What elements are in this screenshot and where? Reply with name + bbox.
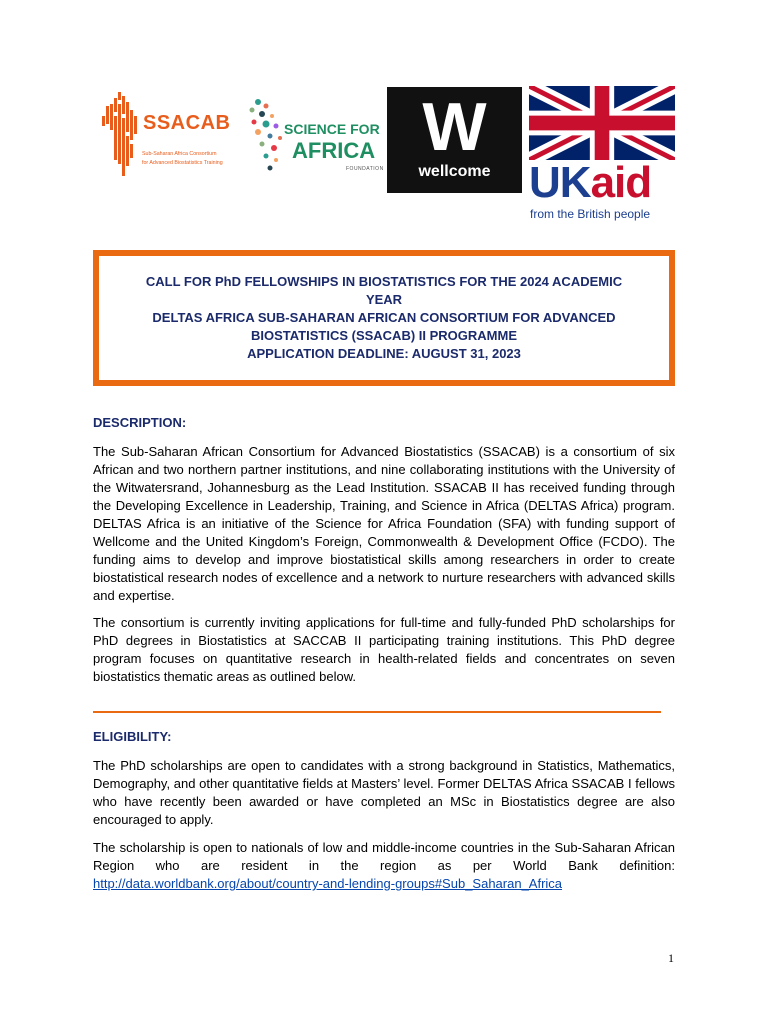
wellcome-logo-text: wellcome — [418, 163, 491, 180]
ukaid-tagline: from the British people — [530, 207, 651, 221]
call-banner — [93, 250, 675, 386]
ukaid-logo — [528, 86, 678, 222]
africa-map-icon — [100, 90, 144, 186]
description-paragraph-1: The Sub-Saharan African Consortium for Advanced Biostatistics (SSACAB) is a consortium of six African and two northern partner institutions, and nine collaborating institutions with the University of the Witwatersrand, Johannesburg as the Lead Institution. SSACAB II has received funding through the Developing Excellence in Leadership, Training, and Science in Africa (DELTAS Africa) program. DELTAS Africa is an initiative of the Science for Africa Foundation (SFA) with funding support of Wellcome and the United Kingdom’s Foreign, Commonwealth & Development Office (FCDO). The funding aims to develop and improve biostatistical skills among researchers in order to create biostatistical research nodes of excellence and a network to nurture researchers with advanced skills and expertise. — [93, 444, 675, 603]
banner-line: YEAR — [365, 292, 403, 307]
sfa-logo-line1: SCIENCE FOR — [284, 121, 380, 137]
banner-deadline: APPLICATION DEADLINE: AUGUST 31, 2023 — [247, 346, 521, 361]
wellcome-logo-mark: W — [422, 89, 487, 165]
ukaid-logo-text: UKaid — [529, 158, 652, 207]
description-paragraph-2: The consortium is currently inviting applications for full-time and fully-funded PhD scholarships for PhD degrees in Biostatistics at SACCAB II participating training institutions. This PhD degree program focuses on quantitative research in health-related fields and concentrates on seven biostatistics thematic areas as outlined below. — [93, 615, 675, 684]
ssacab-logo-subtitle: Sub-Saharan Africa Consortium for Advanced Biostatistics Training — [142, 151, 223, 166]
sfa-logo-line2: AFRICA — [292, 138, 376, 163]
description-heading: DESCRIPTION: — [93, 415, 187, 430]
page-number: 1 — [668, 951, 674, 965]
wellcome-logo — [387, 87, 522, 193]
union-jack-flag-icon — [529, 86, 675, 160]
eligibility-paragraph-2 — [93, 839, 675, 893]
ssacab-logo-text: SSACAB — [143, 112, 231, 134]
ssacab-logo — [98, 88, 233, 188]
world-bank-link[interactable]: http://data.worldbank.org/about/country-and-lending-groups#Sub_Saharan_Africa — [93, 876, 563, 891]
logo-row — [0, 86, 768, 226]
sfa-logo-line3: FOUNDATION — [346, 166, 384, 172]
banner-line: BIOSTATISTICS (SSACAB) II PROGRAMME — [250, 328, 518, 343]
eligibility-heading: ELIGIBILITY: — [93, 729, 172, 744]
science-for-africa-logo — [246, 96, 384, 186]
eligibility-paragraph-2-text: The scholarship is open to nationals of low and middle-income countries in the Sub-Saharan African Region who are resident in the region as per World Bank definition: — [93, 840, 675, 873]
banner-line: DELTAS AFRICA SUB-SAHARAN AFRICAN CONSORTIUM FOR ADVANCED — [152, 310, 616, 325]
sfa-dots-icon — [246, 96, 286, 176]
section-divider — [93, 711, 661, 713]
eligibility-paragraph-1: The PhD scholarships are open to candidates with a strong background in Statistics, Mathematics, Demography, and other quantitative fields at Masters’ level. Former DELTAS Africa SSACAB I fellows who have recently been awarded or have completed an MSc in Biostatistics degree are also encouraged to apply. — [93, 758, 675, 827]
banner-line: CALL FOR PhD FELLOWSHIPS IN BIOSTATISTICS FOR THE 2024 ACADEMIC — [145, 274, 623, 289]
